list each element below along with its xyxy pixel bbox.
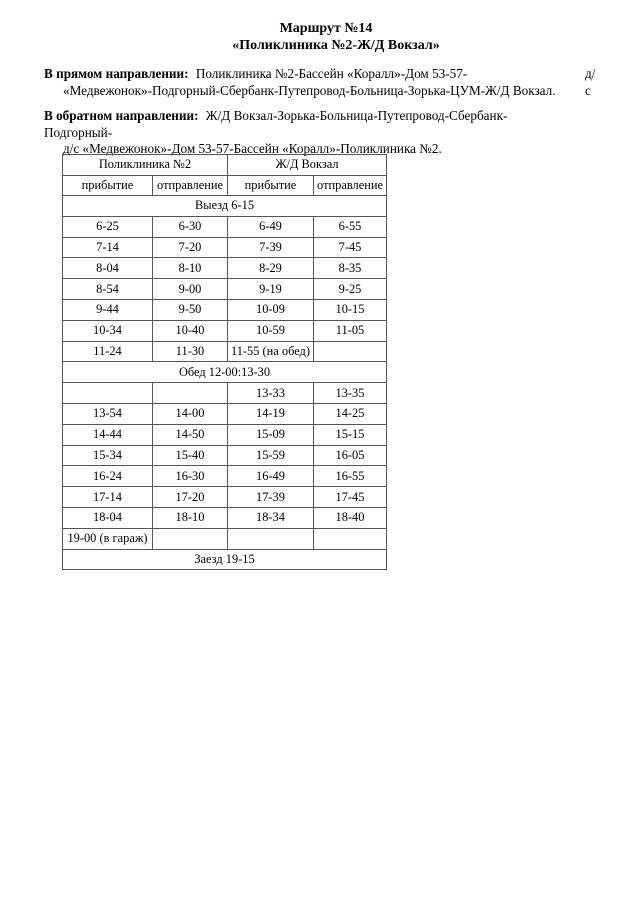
stop-a-arrival: 7-14 (63, 237, 153, 258)
reverse-direction-text: Ж/Д Вокзал-Зорька-Больница-Путепровод-Сбербанк-Подгорный- (44, 108, 508, 140)
table-row (63, 403, 387, 424)
stop-a-departure (153, 383, 228, 404)
stop-b-departure: 16-55 (314, 466, 387, 487)
stop-a-departure: 15-40 (153, 445, 228, 466)
stop-a-header: Поликлиника №2 (63, 155, 228, 176)
forward-direction (44, 66, 596, 99)
forward-direction-text-cont: «Медвежонок»-Подгорный-Сбербанк-Путепровод-Больница-Зорька-ЦУМ-Ж/Д Вокзал. (63, 82, 556, 98)
stop-b-departure-header: отправление (314, 175, 387, 196)
stop-b-departure: 7-45 (314, 237, 387, 258)
table-row (63, 466, 387, 487)
stop-b-departure (314, 528, 387, 549)
stop-a-arrival: 9-44 (63, 299, 153, 320)
table-row (63, 299, 387, 320)
stop-b-arrival: 10-59 (228, 320, 314, 341)
timetable (62, 154, 387, 570)
stop-b-arrival-header: прибытие (228, 175, 314, 196)
stop-a-arrival: 10-34 (63, 320, 153, 341)
forward-direction-label: В прямом направлении: (44, 66, 189, 81)
stop-a-arrival-header: прибытие (63, 175, 153, 196)
lunch-break: Обед 12-00:13-30 (63, 362, 387, 383)
stop-a-arrival: 18-04 (63, 507, 153, 528)
stop-a-arrival: 8-54 (63, 279, 153, 300)
stop-a-departure: 9-00 (153, 279, 228, 300)
table-header-stops (63, 155, 387, 176)
depot-out-row (63, 196, 387, 217)
stop-a-departure: 10-40 (153, 320, 228, 341)
reverse-direction-label: В обратном направлении: (44, 108, 199, 123)
table-row (63, 320, 387, 341)
stop-b-departure: 16-05 (314, 445, 387, 466)
stop-b-arrival: 15-59 (228, 445, 314, 466)
stop-b-departure: 14-25 (314, 403, 387, 424)
stop-a-departure: 8-10 (153, 258, 228, 279)
stop-a-arrival (63, 383, 153, 404)
stop-a-departure-header: отправление (153, 175, 228, 196)
stop-a-arrival: 17-14 (63, 487, 153, 508)
route-name: «Поликлиника №2-Ж/Д Вокзал» (232, 38, 440, 53)
stop-b-arrival: 10-09 (228, 299, 314, 320)
stop-b-arrival: 14-19 (228, 403, 314, 424)
stop-b-arrival: 16-49 (228, 466, 314, 487)
table-row (63, 216, 387, 237)
depot-in: Заезд 19-15 (63, 549, 387, 570)
table-row (63, 445, 387, 466)
table-header-columns (63, 175, 387, 196)
stop-a-arrival: 19-00 (в гараж) (63, 528, 153, 549)
stop-b-arrival (228, 528, 314, 549)
table-row (63, 237, 387, 258)
stop-b-arrival: 8-29 (228, 258, 314, 279)
table-row (63, 341, 387, 362)
stop-b-departure: 9-25 (314, 279, 387, 300)
stop-a-departure: 14-50 (153, 424, 228, 445)
stop-b-arrival: 11-55 (на обед) (228, 341, 314, 362)
stop-b-arrival: 7-39 (228, 237, 314, 258)
stop-a-arrival: 11-24 (63, 341, 153, 362)
stop-a-arrival: 6-25 (63, 216, 153, 237)
table-row (63, 279, 387, 300)
depot-out: Выезд 6-15 (63, 196, 387, 217)
route-title: Маршрут №14 (279, 21, 373, 36)
stop-b-arrival: 15-09 (228, 424, 314, 445)
stop-a-departure (153, 528, 228, 549)
stop-a-arrival: 8-04 (63, 258, 153, 279)
stop-a-departure: 14-00 (153, 403, 228, 424)
reverse-direction-text-cont: д/с «Медвежонок»-Дом 53-57-Бассейн «Коралл»-Поликлиника №2. (63, 141, 442, 156)
stop-a-departure: 9-50 (153, 299, 228, 320)
table-row (63, 487, 387, 508)
forward-direction-text: Поликлиника №2-Бассейн «Коралл»-Дом 53-57- (195, 66, 468, 81)
stop-a-arrival: 15-34 (63, 445, 153, 466)
reverse-direction (44, 108, 564, 158)
table-row (63, 528, 387, 549)
table-row (63, 507, 387, 528)
stop-a-departure: 16-30 (153, 466, 228, 487)
table-row (63, 258, 387, 279)
forward-direction-text-end: д/с (585, 66, 596, 98)
depot-in-row (63, 549, 387, 570)
stop-b-arrival: 6-49 (228, 216, 314, 237)
stop-a-arrival: 13-54 (63, 403, 153, 424)
stop-b-arrival: 17-39 (228, 487, 314, 508)
stop-b-header: Ж/Д Вокзал (228, 155, 387, 176)
stop-a-departure: 6-30 (153, 216, 228, 237)
stop-a-arrival: 16-24 (63, 466, 153, 487)
stop-a-arrival: 14-44 (63, 424, 153, 445)
stop-a-departure: 18-10 (153, 507, 228, 528)
stop-b-arrival: 18-34 (228, 507, 314, 528)
stop-b-departure: 8-35 (314, 258, 387, 279)
stop-b-departure: 6-55 (314, 216, 387, 237)
stop-a-departure: 17-20 (153, 487, 228, 508)
stop-a-departure: 11-30 (153, 341, 228, 362)
table-row (63, 424, 387, 445)
lunch-row (63, 362, 387, 383)
stop-b-arrival: 9-19 (228, 279, 314, 300)
stop-b-departure: 11-05 (314, 320, 387, 341)
stop-b-departure: 18-40 (314, 507, 387, 528)
stop-b-departure: 17-45 (314, 487, 387, 508)
stop-b-departure: 13-35 (314, 383, 387, 404)
stop-a-departure: 7-20 (153, 237, 228, 258)
table-row (63, 383, 387, 404)
stop-b-departure: 10-15 (314, 299, 387, 320)
stop-b-departure: 15-15 (314, 424, 387, 445)
stop-b-arrival: 13-33 (228, 383, 314, 404)
stop-b-departure (314, 341, 387, 362)
